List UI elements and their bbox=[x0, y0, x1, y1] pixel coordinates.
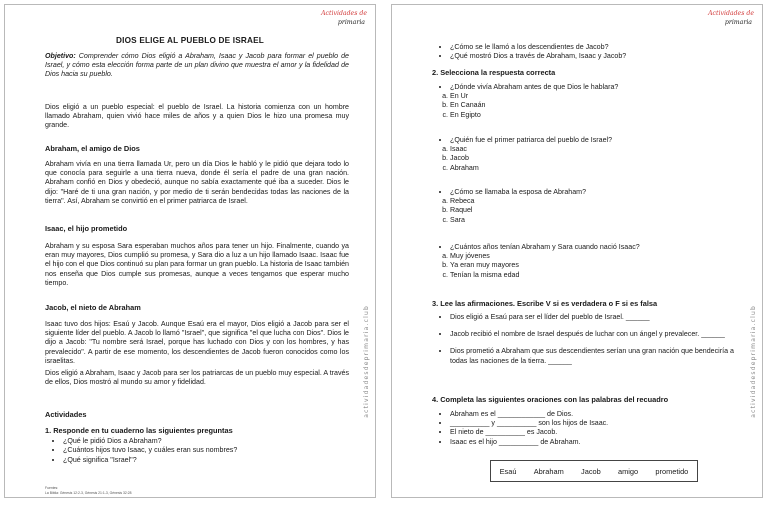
mc-question-1 bbox=[432, 83, 736, 92]
mc-options bbox=[432, 197, 736, 225]
question-item: • ¿Cómo se le llamó a los descendientes de Jacob? bbox=[450, 43, 736, 52]
section-heading-jacob: Jacob, el nieto de Abraham bbox=[45, 303, 141, 312]
mc-option[interactable]: a. Muy jóvenes bbox=[450, 252, 736, 261]
brand-line-1: Actividades de bbox=[321, 10, 367, 17]
fill-blank-item[interactable]: • __________ y __________ son los hijos de Isaac. bbox=[450, 419, 736, 428]
watermark: actividadesdeprimaria.club bbox=[750, 305, 757, 418]
fill-blank-item[interactable]: • El nieto de __________ es Jacob. bbox=[450, 428, 736, 437]
mc-options bbox=[432, 145, 736, 173]
question-item: • ¿Qué significa "Israel"? bbox=[63, 456, 349, 465]
mc-question-2 bbox=[432, 136, 736, 145]
section-heading-isaac: Isaac, el hijo prometido bbox=[45, 224, 128, 233]
objective-label: Objetivo: bbox=[45, 52, 76, 60]
watermark: actividadesdeprimaria.club bbox=[363, 305, 370, 418]
question-item: • ¿Qué mostró Dios a través de Abraham, Isaac y Jacob? bbox=[450, 52, 736, 61]
mc-option[interactable]: c. Sara bbox=[450, 216, 736, 225]
brand-line-2: primaria bbox=[337, 19, 365, 26]
question-item: • ¿Qué le pidió Dios a Abraham? bbox=[63, 437, 349, 446]
mc-option[interactable]: c. Tenían la misma edad bbox=[450, 271, 736, 280]
fill-blank-item[interactable]: • Abraham es el ____________ de Dios. bbox=[450, 410, 736, 419]
section-text-jacob-2: Dios eligió a Abraham, Isaac y Jacob para ser los patriarcas de un pueblo muy especial. A través de ellos, Dios mostró al mundo su amor y fidelidad. bbox=[45, 369, 350, 387]
sources-text: La Biblia: Génesis 12:2-3, Génesis 21:1-3, Génesis 32:28 bbox=[45, 490, 132, 495]
word-box-item: amigo bbox=[618, 466, 639, 476]
word-box bbox=[490, 460, 698, 482]
mc-question-text: • ¿Quién fue el primer patriarca del pueblo de Israel? bbox=[450, 136, 736, 145]
question-1-list bbox=[45, 437, 349, 465]
sources bbox=[45, 486, 132, 495]
activities-heading: Actividades bbox=[45, 410, 87, 419]
mc-question-4 bbox=[432, 243, 736, 252]
true-false-item[interactable]: • Dios prometió a Abraham que sus descendientes serían una gran nación que bendeciría a todas las naciones de la tierra. ______ bbox=[450, 347, 736, 365]
mc-question-text: • ¿Cuántos años tenían Abraham y Sara cuando nació Isaac? bbox=[450, 243, 736, 252]
true-false-item[interactable]: • Jacob recibió el nombre de Israel después de luchar con un ángel y prevalecer. ______ bbox=[450, 330, 736, 339]
section-heading-abraham: Abraham, el amigo de Dios bbox=[45, 144, 140, 153]
true-false-list bbox=[432, 313, 736, 366]
brand-line-2: primaria bbox=[724, 19, 752, 26]
mc-option[interactable]: b. Ya eran muy mayores bbox=[450, 261, 736, 270]
question-3-title: 3. Lee las afirmaciones. Escribe V si es verdadera o F si es falsa bbox=[432, 299, 658, 308]
mc-question-text: • ¿Dónde vivía Abraham antes de que Dios le hablara? bbox=[450, 83, 736, 92]
mc-option[interactable]: a. Rebeca bbox=[450, 197, 736, 206]
mc-option[interactable]: c. En Egipto bbox=[450, 111, 736, 120]
intro-paragraph: Dios eligió a un pueblo especial: el pueblo de Israel. La historia comienza con un hombre llamado Abraham, quien vivió hace miles de años y a quien Dios le hizo una promesa muy grande. bbox=[45, 103, 349, 130]
mc-option[interactable]: b. Jacob bbox=[450, 154, 736, 163]
fill-blank-list bbox=[432, 410, 736, 447]
objective-text: Comprender cómo Dios eligió a Abraham, Isaac y Jacob para formar el pueblo de Israel, y cómo esta elección forma parte de un plan divino que muestra el amor y la fidelidad de Dios hacia su pueblo. bbox=[45, 52, 349, 79]
word-box-item: prometido bbox=[655, 466, 689, 476]
mc-question-3 bbox=[432, 188, 736, 197]
brand-line-1: Actividades de bbox=[708, 10, 754, 17]
brand-logo bbox=[708, 9, 754, 27]
word-box-item: Esaú bbox=[499, 466, 517, 476]
fill-blank-item[interactable]: • Isaac es el hijo __________ de Abraham. bbox=[450, 438, 736, 447]
mc-options bbox=[432, 252, 736, 280]
word-box-item: Jacob bbox=[581, 466, 601, 476]
section-text-isaac: Abraham y su esposa Sara esperaban muchos años para tener un hijo. Finalmente, cuando ya eran muy mayores, Dios cumplió su promesa, y Sara dio a luz a un hijo llamado Isaac. Isaac fue el hijo con el que Dios continuó su plan para formar un gran pueblo. La historia de Isaac también nos enseña que Dios cumple sus promesas, aunque a veces tengamos que esperar mucho tiempo. bbox=[45, 242, 349, 287]
sources-label: Fuentes: bbox=[45, 486, 59, 490]
brand-logo bbox=[321, 9, 367, 27]
mc-option[interactable]: c. Abraham bbox=[450, 164, 736, 173]
mc-option[interactable]: b. Raquel bbox=[450, 206, 736, 215]
page-2 bbox=[391, 4, 763, 498]
page-1 bbox=[4, 4, 376, 498]
question-2-title: 2. Selecciona la respuesta correcta bbox=[432, 68, 556, 77]
section-text-abraham: Abraham vivía en una tierra llamada Ur, pero un día Dios le habló y le pidió que dejara todo lo que conocía para seguirle a una tierra nueva, donde él sería el padre de una gran nación. Abraham confió en Dios y obedeció, aunque no sabía exactamente qué iba a suceder. Dios le dijo: "Haré de ti una gran nación, y por medio de ti serán bendecidas todas las naciones de la tierra". Así, Abraham se convirtió en el primer patriarca de Israel. bbox=[45, 160, 349, 205]
question-1-continued bbox=[432, 43, 736, 61]
mc-option[interactable]: b. En Canaán bbox=[450, 101, 736, 110]
question-item: • ¿Cuántos hijos tuvo Isaac, y cuáles eran sus nombres? bbox=[63, 446, 349, 455]
question-4-title: 4. Completa las siguientes oraciones con las palabras del recuadro bbox=[432, 395, 669, 404]
mc-question-text: • ¿Cómo se llamaba la esposa de Abraham? bbox=[450, 188, 736, 197]
question-1-title: 1. Responde en tu cuaderno las siguientes preguntas bbox=[45, 426, 233, 435]
section-text-jacob-1: Isaac tuvo dos hijos: Esaú y Jacob. Aunque Esaú era el mayor, Dios eligió a Jacob para ser el siguiente líder del pueblo. A Jacob lo llamó "Israel", que significa "el que lucha con Dios". Dios le dijo a Jacob: "Tu nombre será Israel, porque has luchado con Dios y con los hombres, y has prevalecido". A partir de ese momento, los descendientes de Jacob fueron conocidos como los israelitas. bbox=[45, 320, 349, 365]
word-box-item: Abraham bbox=[533, 466, 564, 476]
mc-option[interactable]: a. En Ur bbox=[450, 92, 736, 101]
true-false-item[interactable]: • Dios eligió a Esaú para ser el líder del pueblo de Israel. ______ bbox=[450, 313, 736, 322]
mc-option[interactable]: a. Isaac bbox=[450, 145, 736, 154]
objective bbox=[45, 52, 349, 80]
page-title: DIOS ELIGE AL PUEBLO DE ISRAEL bbox=[116, 36, 264, 45]
mc-options bbox=[432, 92, 736, 120]
